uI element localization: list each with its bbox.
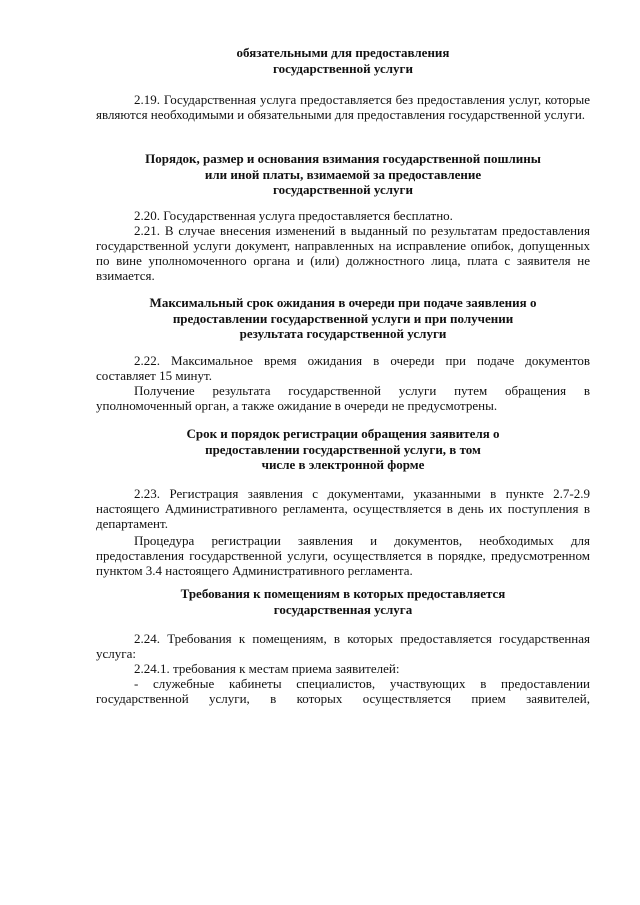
paragraph-2-22: 2.22. Максимальное время ожидания в очереди при подаче документов составляет 15 минут. bbox=[96, 353, 590, 383]
paragraph-2-21: 2.21. В случае внесения изменений в выданный по результатам предоставления государственной услуги документ, направленных на исправление опибок, допущенных по вине уполномоченного органа и (или) должностного лица, плата с заявителя не взимается. bbox=[96, 223, 590, 283]
heading-line: числе в электронной форме bbox=[261, 457, 425, 472]
heading-line: Срок и порядок регистрации обращения заявителя о bbox=[186, 426, 500, 441]
heading-line: государственная услуга bbox=[273, 601, 413, 617]
heading-line: Порядок, размер и основания взимания государственной пошлины bbox=[145, 151, 541, 166]
paragraph-2-23: 2.23. Регистрация заявления с документами, указанными в пункте 2.7-2.9 настоящего Административного регламента, осуществляется в день их поступления в департамент. bbox=[96, 486, 590, 531]
section-heading-registration bbox=[96, 426, 590, 473]
paragraph-2-23-procedure: Процедура регистрации заявления и документов, необходимых для предоставления государственной услуги, осуществляется в порядке, предусмотренном пунктом 3.4 настоящего Административного регламента. bbox=[96, 533, 590, 578]
heading-line: государственной услуги bbox=[273, 182, 413, 197]
section-heading-queue bbox=[96, 295, 590, 342]
heading-line: или иной платы, взимаемой за предоставление bbox=[204, 166, 482, 182]
heading-line: результата государственной услуги bbox=[239, 326, 447, 341]
paragraph-2-24: 2.24. Требования к помещениям, в которых предоставляется государственная услуга: bbox=[96, 631, 590, 661]
section-heading-premises bbox=[96, 586, 590, 617]
heading-line: предоставлении государственной услуги, в том bbox=[205, 441, 481, 457]
paragraph-2-19: 2.19. Государственная услуга предоставляется без предоставления услуг, которые являются необходимыми и обязательными для предоставления государственной услуги. bbox=[96, 92, 590, 122]
heading-line: предоставлении государственной услуги и при получении bbox=[172, 310, 514, 326]
heading-line: Требования к помещениям в которых предоставляется bbox=[180, 586, 506, 601]
heading-line: Максимальный срок ожидания в очереди при подаче заявления о bbox=[149, 295, 537, 310]
section-heading-fee bbox=[96, 151, 590, 198]
heading-line: государственной услуги bbox=[273, 60, 413, 76]
paragraph-2-22-result: Получение результата государственной услуги путем обращения в уполномоченный орган, а также ожидание в очереди не предусмотрены. bbox=[96, 383, 590, 413]
heading-line: обязательными для предоставления bbox=[236, 45, 450, 60]
paragraph-2-24-1: 2.24.1. требования к местам приема заявителей: bbox=[134, 661, 400, 676]
section-heading-mandatory-services bbox=[96, 45, 590, 76]
paragraph-2-20: 2.20. Государственная услуга предоставляется бесплатно. bbox=[134, 208, 453, 223]
paragraph-2-24-1-item: - служебные кабинеты специалистов, участвующих в предоставлении государственной услуги, в которых осуществляется прием заявителей, bbox=[96, 676, 590, 706]
